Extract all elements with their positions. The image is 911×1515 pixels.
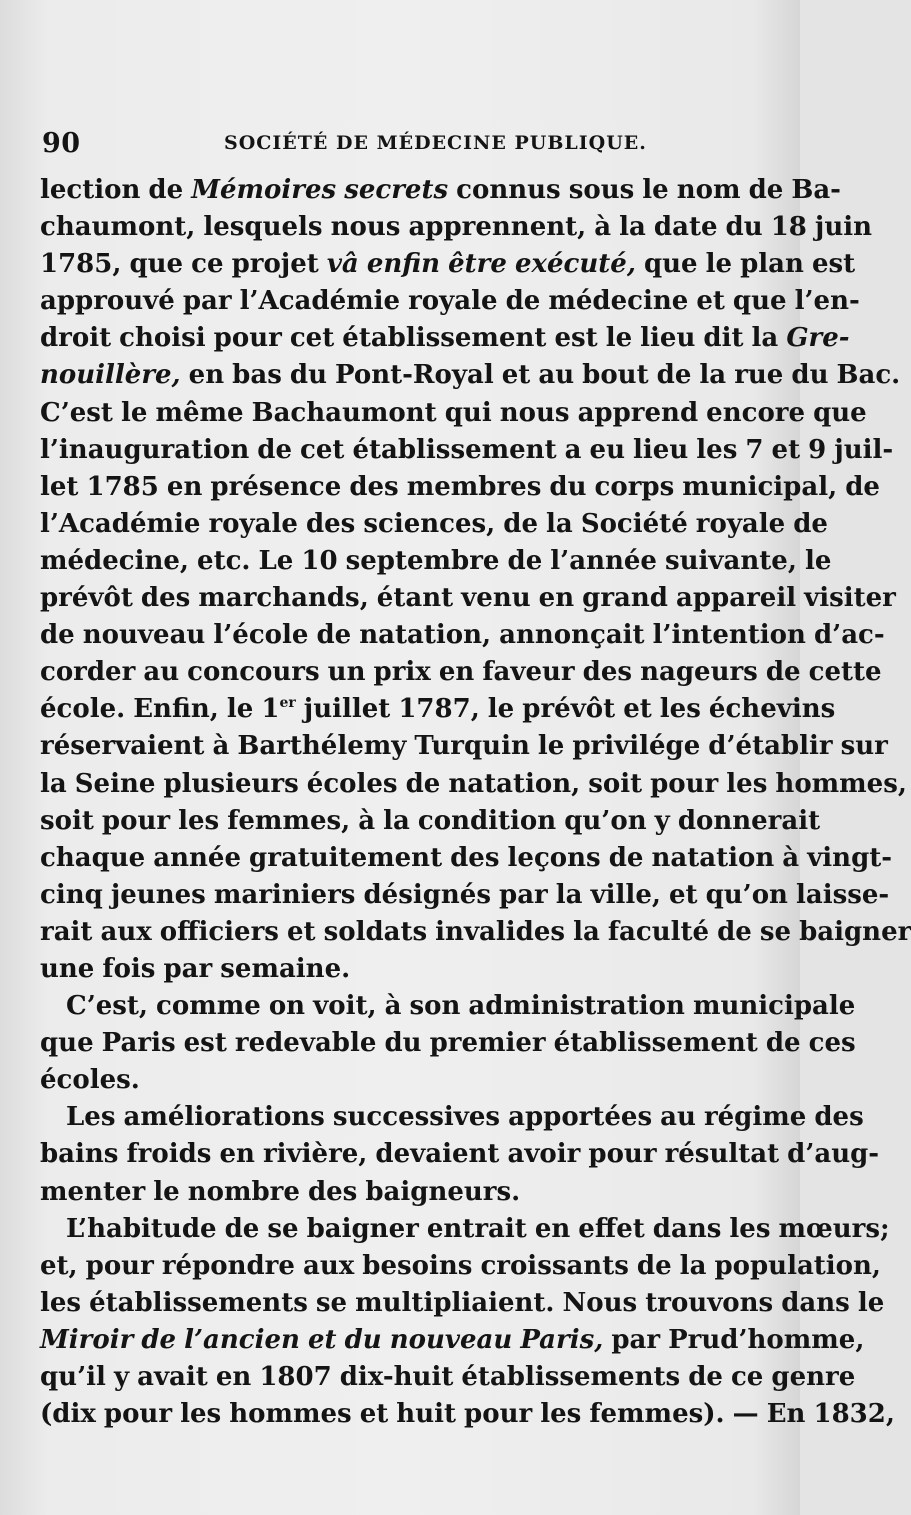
text-run: cinq jeunes mariniers désignés par la ville, et qu’on laisse- [40,879,890,910]
text-line [40,543,832,580]
text-line [40,395,867,432]
text-line [40,803,821,840]
text-line [40,469,880,506]
superscript: er [279,695,296,712]
text-line [40,1359,856,1396]
text-run: la Seine plusieurs écoles de natation, soit pour les hommes, [40,768,907,799]
text-run: (dix pour les hommes et huit pour les femmes). — En 1832, [40,1399,895,1430]
text-line [40,840,893,877]
text-line [40,617,885,654]
text-line [40,877,890,914]
text-run: connus sous le nom de Ba- [448,175,841,205]
text-line [40,988,856,1025]
text-run: qu’il y avait en 1807 dix-huit établissements de ce genre [40,1362,856,1392]
text-line [40,320,850,357]
text-run: corder au concours un prix en faveur des nageurs de cette [40,657,882,688]
text-line [40,283,860,320]
text-run: lection de [40,175,192,205]
text-line [40,914,911,951]
text-run: L’habitude de se baigner entrait en effet dans les mœurs; [66,1213,890,1244]
text-line [40,1211,890,1248]
text-line [40,1248,881,1285]
text-run: en bas du Pont-Royal et au bout de la rue du Bac. [180,360,901,391]
text-run: et, pour répondre aux besoins croissants de la population, [40,1250,881,1281]
running-head: SOCIÉTÉ DE MÉDECINE PUBLIQUE. [224,132,647,154]
page-header [42,128,762,162]
text-line [40,691,836,728]
text-run: soit pour les femmes, à la condition qu’on y donnerait [40,805,821,836]
text-run: que le plan est [635,249,856,280]
text-line [40,1285,885,1322]
italic-text: Mémoires secrets [191,175,449,205]
text-run: C’est le même Bachaumont qui nous apprend encore que [40,397,867,428]
text-line [40,580,896,617]
paragraph [40,988,856,1099]
paragraph [40,172,911,988]
text-run: bains froids en rivière, devaient avoir pour résultat d’aug- [40,1139,880,1170]
text-line [40,432,894,469]
text-line [40,506,828,543]
text-line [40,654,882,691]
page-number: 90 [42,128,81,159]
text-line [40,1099,864,1136]
text-run: approuvé par l’Académie royale de médecine et que l’en- [40,286,860,317]
text-run: droit choisi pour cet établissement est le lieu dit la [40,323,787,354]
text-run: une fois par semaine. [40,953,351,984]
text-run: réservaient à Barthélemy Turquin le privilége d’établir sur [40,731,888,762]
body-text [40,172,911,1433]
text-line [40,951,760,988]
text-line [40,1062,760,1099]
text-run: écoles. [40,1065,140,1096]
text-run: Les améliorations successives apportées au régime des [66,1102,864,1133]
text-run: 1785, que ce projet [40,249,327,280]
text-run: prévôt des marchands, étant venu en grand appareil visiter [40,583,896,614]
italic-text: Miroir de l’ancien et du nouveau Paris, [40,1324,604,1355]
text-line [40,209,873,246]
text-line [40,1322,865,1359]
text-run: chaumont, lesquels nous apprennent, à la date du 18 juin [40,212,873,243]
italic-text: nouillère, [40,360,181,391]
text-run: que Paris est redevable du premier établissement de ces [40,1028,856,1059]
text-run: chaque année gratuitement des leçons de natation à vingt- [40,842,893,873]
text-run: par Prud’homme, [603,1324,865,1355]
text-line [40,1396,895,1433]
paragraph [40,1099,880,1210]
text-run: menter le nombre des baigneurs. [40,1176,521,1207]
text-line [40,1174,760,1211]
paragraph [40,1211,895,1434]
italic-text: Gre- [786,323,850,354]
text-run: de nouveau l’école de natation, annonçait l’intention d’ac- [40,620,885,651]
text-run: C’est, comme on voit, à son administration municipale [66,991,856,1022]
text-run: les établissements se multipliaient. Nous trouvons dans le [40,1287,885,1318]
text-run: l’Académie royale des sciences, de la Société royale de [40,508,828,539]
text-line [40,172,841,209]
text-line [40,728,888,765]
italic-text: vâ enfin être exécuté, [326,249,636,280]
text-line [40,246,856,283]
text-run: let 1785 en présence des membres du corps municipal, de [40,471,880,502]
text-run: l’inauguration de cet établissement a eu lieu les 7 et 9 juil- [40,434,894,465]
text-run: rait aux officiers et soldats invalides la faculté de se baigner [40,916,911,947]
text-run: juillet 1787, le prévôt et les échevins [295,694,836,725]
text-line [40,1025,856,1062]
text-run: médecine, etc. Le 10 septembre de l’année suivante, le [40,545,832,576]
text-line [40,766,907,803]
text-line [40,1136,880,1173]
text-run: école. Enfin, le 1 [40,694,280,725]
text-line [40,357,901,394]
